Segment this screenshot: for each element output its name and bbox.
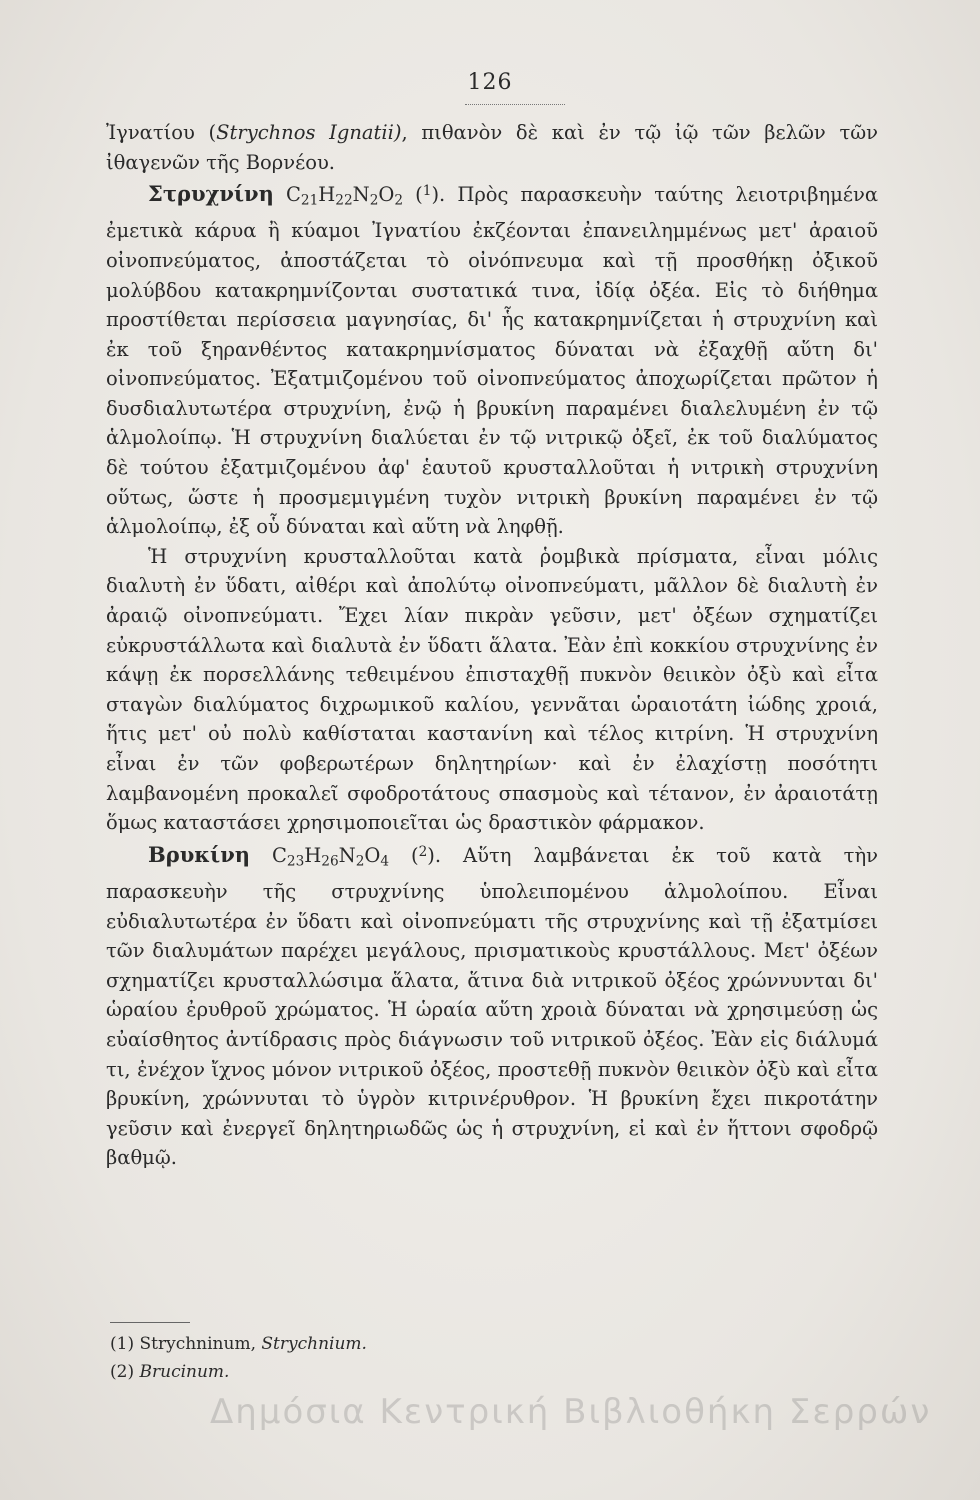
paragraph-4-text: O bbox=[364, 843, 381, 867]
paragraph-2-text: ( bbox=[403, 183, 423, 207]
footnote-marker: (1) bbox=[110, 1334, 135, 1354]
footnote-latin-name: Strychnium. bbox=[261, 1334, 367, 1354]
paragraph-2-text: 22 bbox=[335, 192, 353, 209]
header-rule bbox=[465, 104, 565, 105]
paragraph-2 bbox=[106, 177, 878, 542]
paragraph-4-text: Βρυκίνη bbox=[148, 841, 251, 867]
footnote-latin-name: Brucinum. bbox=[139, 1362, 230, 1382]
footnote-1 bbox=[110, 1330, 710, 1358]
paragraph-1-text: Ἰγνατίου ( bbox=[106, 121, 217, 144]
footnote-2 bbox=[110, 1358, 710, 1386]
footnotes bbox=[110, 1330, 710, 1386]
paragraph-4-text: 23 bbox=[286, 853, 305, 870]
paragraph-2-text: ). Πρὸς παρασκευὴν ταύτης λειοτριβημένα ἐμετικὰ κάρυα ἢ κύαμοι Ἰγνατίου ἐκζέονται ἐπανειλημμένως μετ' ἀραιοῦ οἰνοπνεύματος, ἀποστάζεται τὸ οἰνόπνευμα καὶ τῇ προσθήκῃ ὀξικοῦ μολύβδου κατακρημνίζονται συστατικά τινα, ἰδίᾳ ὀξέα. Εἰς τὸ διήθημα προστίθεται περίσσεια μαγνησίας, δι' ἧς κατακρημνίζεται ἡ στρυχνίνη καὶ ἐκ τοῦ ξηρανθέντος κατακρημνίσματος δύναται νὰ ἐξαχθῇ αὕτη δι' οἰνοπνεύματος. Ἐξατμιζομένου τοῦ οἰνοπνεύματος ἀποχωρίζεται πρῶτον ἡ δυσδιαλυτωτέρα στρυχνίνη, ἐνῷ ἡ βρυκίνη παραμένει διαλελυμένη ἐν τῷ ἁλμολοίπῳ. Ἡ στρυχνίνη διαλύεται ἐν τῷ νιτρικῷ ὀξεῖ, ἐκ τοῦ διαλύματος δὲ τούτου ἐξατμιζομένου ἀφ' ἑαυτοῦ κρυσταλλοῦται ἡ νιτρικὴ στρυχνίνη οὕτως, ὥστε ἡ προσμεμιγμένη τυχὸν νιτρικὴ βρυκίνη παραμένει ἐν τῷ ἁλμολοίπῳ, ἐξ οὗ δύναται καὶ αὕτη νὰ ληφθῇ. bbox=[106, 183, 878, 539]
paragraph-2-text: N bbox=[352, 183, 370, 207]
paragraph-2-text: O bbox=[378, 183, 395, 207]
paragraph-4-text: H bbox=[304, 843, 322, 867]
paragraph-4-text: 26 bbox=[321, 853, 339, 870]
page-number: 126 bbox=[467, 70, 513, 95]
paragraph-1 bbox=[106, 118, 878, 177]
paragraph-2-text: 1 bbox=[422, 183, 432, 200]
paragraph-2-text: Στρυχνίνη bbox=[148, 181, 274, 207]
paragraph-4-text: 2 bbox=[418, 843, 428, 860]
library-watermark: Δημόσια Κεντρική Βιβλιοθήκη Σερρών bbox=[210, 1392, 932, 1432]
footnote-rule bbox=[110, 1322, 190, 1323]
paragraph-2-text: C bbox=[273, 183, 301, 207]
paragraph-4-text: C bbox=[250, 843, 287, 867]
paragraph-3 bbox=[106, 542, 878, 838]
paragraph-1-text: Strychnos Ignatii) bbox=[216, 121, 402, 144]
paragraph-4-text: ). Αὕτη λαμβάνεται ἐκ τοῦ κατὰ τὴν παρασκευὴν τῆς στρυχνίνης ὑπολειπομένου ἁλμολοίπου. Εἶναι εὐδιαλυτωτέρα ἐν ὕδατι καὶ οἰνοπνεύματι τῆς στρυχνίνης καὶ τῇ ἐξατμίσει τῶν διαλυμάτων παρέχει μεγάλους, πρισματικοὺς κρυστάλλους. Μετ' ὀξέων σχηματίζει κρυσταλλώσιμα ἅλατα, ἅτινα διὰ νιτρικοῦ ὀξέος χρώννυνται δι' ὡραίου ἐρυθροῦ χρώματος. Ἡ ὡραία αὕτη χροιὰ δύναται νὰ χρησιμεύσῃ ὡς εὐαίσθητος ἀντίδρασις πρὸς διάγνωσιν τοῦ νιτρικοῦ ὀξέος. Ἐὰν εἰς διάλυμά τι, ἐνέχον ἴχνος μόνον νιτρικοῦ ὀξέος, προστεθῇ πυκνὸν θειικὸν ὀξὺ καὶ εἶτα βρυκίνη, χρώννυται τὸ ὑγρὸν κιτρινέρυθρον. Ἡ βρυκίνη ἔχει πικροτάτην γεῦσιν καὶ ἐνεργεῖ δηλητηριωδῶς ὡς ἡ στρυχνίνη, εἰ καὶ ἐν ἥττονι σφοδρῷ βαθμῷ. bbox=[106, 843, 878, 1170]
paragraph-2-text: 2 bbox=[394, 192, 404, 209]
footnote-text: Strychninum, bbox=[134, 1334, 262, 1354]
paragraph-2-text: 21 bbox=[300, 192, 319, 209]
paragraph-1-text: , πιθανὸν δὲ καὶ ἐν τῷ ἰῷ τῶν βελῶν τῶν ἰθαγενῶν τῆς Βορνέου. bbox=[106, 121, 879, 174]
paragraph-4 bbox=[106, 838, 878, 1173]
footnote-marker: (2) bbox=[110, 1362, 135, 1382]
paragraph-4-text: N bbox=[338, 843, 356, 867]
paragraph-4-text: 2 bbox=[355, 853, 365, 870]
paragraph-4-text: 4 bbox=[380, 853, 390, 870]
paragraph-2-text: 2 bbox=[369, 192, 379, 209]
paragraph-4-text: ( bbox=[389, 843, 419, 867]
paragraph-3-text: Ἡ στρυχνίνη κρυσταλλοῦται κατὰ ῥομβικὰ πρίσματα, εἶναι μόλις διαλυτὴ ἐν ὕδατι, αἰθέρι καὶ ἀπολύτῳ οἰνοπνεύματι, μᾶλλον δὲ διαλυτὴ ἐν ἀραιῷ οἰνοπνεύματι. Ἔχει λίαν πικρὰν γεῦσιν, μετ' ὀξέων σχηματίζει εὐκρυστάλλωτα καὶ διαλυτὰ ἐν ὕδατι ἅλατα. Ἐὰν ἐπὶ κοκκίου στρυχνίνης ἐν κάψῃ ἐκ πορσελλάνης τεθειμένου ἐπισταχθῇ πυκνὸν θειικὸν ὀξὺ καὶ εἶτα σταγὼν διαλύματος διχρωμικοῦ καλίου, γεννᾶται ὡραιοτάτη ἰώδης χροιά, ἥτις μετ' οὐ πολὺ καθίσταται καστανίνη καὶ τέλος κιτρίνη. Ἡ στρυχνίνη εἶναι ἐν τῶν φοβερωτέρων δηλητηρίων· καὶ ἐν ἐλαχίστῃ ποσότητι λαμβανομένη προκαλεῖ σφοδροτάτους σπασμοὺς καὶ τέτανον, ἐν ἀραιοτάτῃ ὅμως καταστάσει χρησιμοποιεῖται ὡς δραστικὸν φάρμακον. bbox=[106, 544, 878, 835]
body-text bbox=[106, 118, 878, 1173]
paragraph-2-text: H bbox=[318, 183, 336, 207]
